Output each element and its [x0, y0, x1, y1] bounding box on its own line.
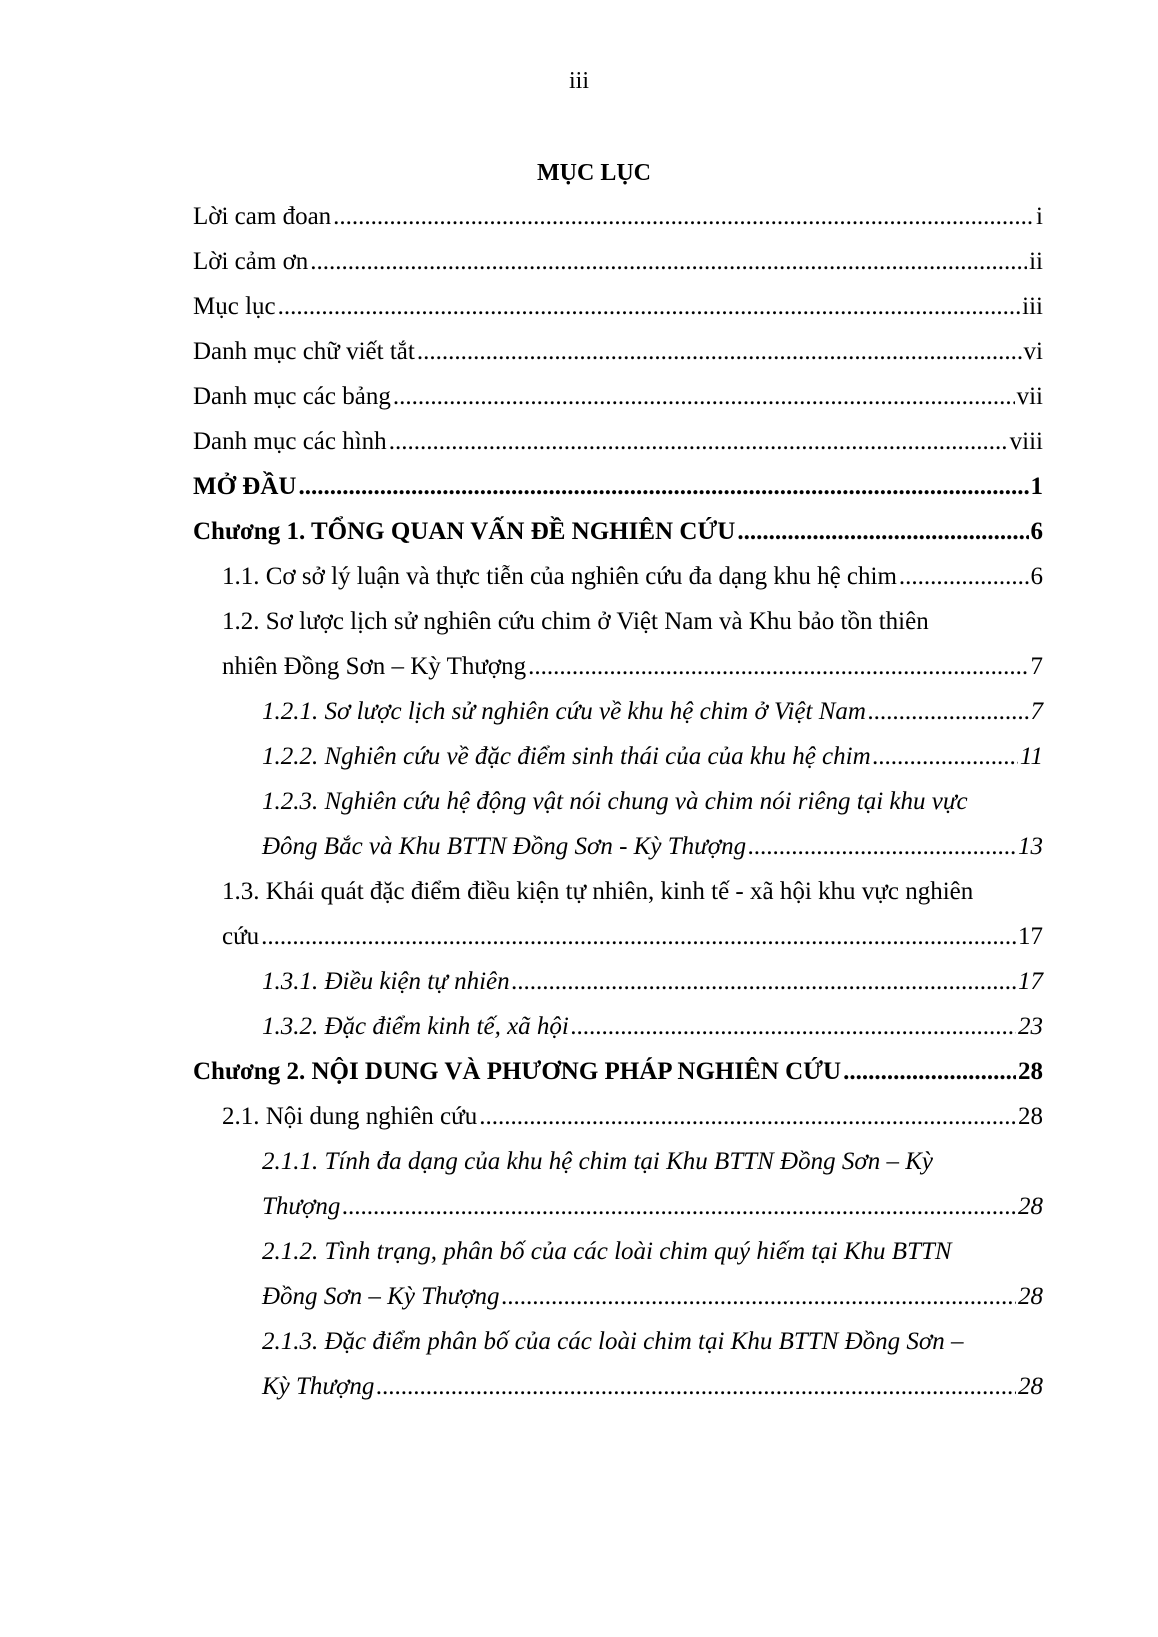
dot-leader	[393, 382, 1015, 412]
toc-entry-page: 17	[1018, 968, 1043, 995]
toc-entry-label: Mục lục	[193, 293, 276, 320]
toc-entry-label: Danh mục các bảng	[193, 383, 391, 410]
dot-leader	[748, 832, 1016, 862]
toc-entry-page: 11	[1019, 743, 1043, 770]
dot-leader	[298, 472, 1028, 502]
dot-leader	[333, 202, 1034, 232]
toc-entry-label: 2.1.1. Tính đa dạng của khu hệ chim tại Khu BTTN Đồng Sơn – Kỳ	[262, 1148, 933, 1175]
toc-entry-page: viii	[1009, 428, 1043, 455]
dot-leader	[389, 427, 1008, 457]
toc-entry-label: Danh mục chữ viết tắt	[193, 338, 415, 365]
toc-entry-label: 1.1. Cơ sở lý luận và thực tiễn của nghiên cứu đa dạng khu hệ chim	[222, 563, 897, 590]
toc-entry-label: nhiên Đồng Sơn – Kỳ Thượng	[222, 653, 527, 680]
toc-entry-danh-muc-chu-viet-tat[interactable]	[193, 337, 1043, 367]
toc-entry-2-1-2-line2[interactable]	[262, 1282, 1043, 1312]
toc-entry-1-2-1[interactable]	[262, 697, 1043, 727]
toc-entry-2-1[interactable]	[222, 1102, 1043, 1132]
toc-entry-label: Lời cam đoan	[193, 203, 332, 230]
toc-entry-page: 6	[1030, 518, 1043, 545]
toc-entry-page: vii	[1016, 383, 1043, 410]
toc-entry-muc-luc[interactable]	[193, 292, 1043, 322]
toc-entry-1-3-1[interactable]	[262, 967, 1043, 997]
toc-entry-loi-cam-on[interactable]	[193, 247, 1043, 277]
toc-entry-label: Danh mục các hình	[193, 428, 387, 455]
toc-entry-label: 1.2.1. Sơ lược lịch sử nghiên cứu về khu hệ chim ở Việt Nam	[262, 698, 866, 725]
toc-entry-label: Đồng Sơn – Kỳ Thượng	[262, 1283, 500, 1310]
toc-entry-page: 7	[1030, 653, 1043, 680]
toc-entry-1-2-line1[interactable]	[222, 607, 1043, 637]
dot-leader	[479, 1102, 1016, 1132]
toc-entry-danh-muc-cac-hinh[interactable]	[193, 427, 1043, 457]
toc-entry-page: 28	[1018, 1058, 1043, 1085]
toc-entry-page: 7	[1030, 698, 1043, 725]
toc-entry-1-1[interactable]	[222, 562, 1043, 592]
dot-leader	[899, 562, 1029, 592]
dot-leader	[261, 922, 1016, 952]
toc-entry-label: 1.2.3. Nghiên cứu hệ động vật nói chung và chim nói riêng tại khu vực	[262, 788, 968, 815]
toc-entry-label: Đông Bắc và Khu BTTN Đồng Sơn - Kỳ Thượng	[262, 833, 747, 860]
dot-leader	[528, 652, 1028, 682]
toc-entry-2-1-3-line1[interactable]	[262, 1327, 1043, 1357]
toc-entry-label: Chương 2. NỘI DUNG VÀ PHƯƠNG PHÁP NGHIÊN CỨU	[193, 1058, 842, 1085]
dot-leader	[502, 1282, 1016, 1312]
toc-entry-label: 1.2.2. Nghiên cứu về đặc điểm sinh thái của của khu hệ chim	[262, 743, 871, 770]
toc-entry-page: 17	[1018, 923, 1043, 950]
toc-entry-page: ii	[1029, 248, 1043, 275]
toc-entry-page: 13	[1018, 833, 1043, 860]
dot-leader	[278, 292, 1021, 322]
dot-leader	[342, 1192, 1016, 1222]
toc-entry-page: 23	[1018, 1013, 1043, 1040]
toc-entry-1-2-2[interactable]	[262, 742, 1043, 772]
toc-entry-1-3-line2[interactable]	[222, 922, 1043, 952]
page-title: MỤC LỤC	[537, 160, 651, 186]
toc-entry-1-2-3-line2[interactable]	[262, 832, 1043, 862]
toc-entry-label: MỞ ĐẦU	[193, 473, 297, 500]
toc-entry-1-3-line1[interactable]	[222, 877, 1043, 907]
dot-leader	[417, 337, 1022, 367]
toc-entry-label: Thượng	[262, 1193, 341, 1220]
toc-entry-page: iii	[1022, 293, 1043, 320]
toc-entry-mo-dau[interactable]	[193, 472, 1043, 502]
toc-entry-label: 2.1. Nội dung nghiên cứu	[222, 1103, 478, 1130]
toc-entry-label: Chương 1. TỔNG QUAN VẤN ĐỀ NGHIÊN CỨU	[193, 518, 736, 545]
toc-entry-page: 6	[1030, 563, 1043, 590]
page-number: iii	[568, 68, 589, 94]
toc-entry-2-1-1-line2[interactable]	[262, 1192, 1043, 1222]
toc-entry-label: cứu	[222, 923, 260, 950]
toc-entry-page: 28	[1018, 1373, 1043, 1400]
dot-leader	[737, 517, 1028, 547]
toc-entry-chuong-2[interactable]	[193, 1057, 1043, 1087]
toc-entry-2-1-2-line1[interactable]	[262, 1237, 1043, 1267]
toc-entry-page: 28	[1018, 1103, 1043, 1130]
dot-leader	[868, 697, 1029, 727]
toc-entry-page: vi	[1023, 338, 1043, 365]
toc-entry-label: 1.3. Khái quát đặc điểm điều kiện tự nhiên, kinh tế - xã hội khu vực nghiên	[222, 878, 974, 905]
dot-leader	[512, 967, 1016, 997]
toc-entry-page: 28	[1018, 1283, 1043, 1310]
dot-leader	[843, 1057, 1016, 1087]
toc-entry-label: 1.2. Sơ lược lịch sử nghiên cứu chim ở Việt Nam và Khu bảo tồn thiên	[222, 608, 929, 635]
toc-entry-1-3-2[interactable]	[262, 1012, 1043, 1042]
dot-leader	[873, 742, 1018, 772]
toc-entry-danh-muc-cac-bang[interactable]	[193, 382, 1043, 412]
toc-entry-page: 28	[1018, 1193, 1043, 1220]
dot-leader	[310, 247, 1027, 277]
toc-entry-chuong-1[interactable]	[193, 517, 1043, 547]
dot-leader	[376, 1372, 1016, 1402]
toc-entry-label: Kỳ Thượng	[262, 1373, 375, 1400]
toc-entry-label: 2.1.2. Tình trạng, phân bố của các loài chim quý hiếm tại Khu BTTN	[262, 1238, 952, 1265]
toc-entry-1-2-3-line1[interactable]	[262, 787, 1043, 817]
toc-entry-label: 1.3.2. Đặc điểm kinh tế, xã hội	[262, 1013, 569, 1040]
toc-entry-label: 1.3.1. Điều kiện tự nhiên	[262, 968, 510, 995]
toc-entry-page: 1	[1030, 473, 1043, 500]
toc-entry-label: Lời cảm ơn	[193, 248, 309, 275]
dot-leader	[571, 1012, 1016, 1042]
toc-entry-2-1-3-line2[interactable]	[262, 1372, 1043, 1402]
toc-entry-2-1-1-line1[interactable]	[262, 1147, 1043, 1177]
toc-entry-1-2-line2[interactable]	[222, 652, 1043, 682]
toc-entry-loi-cam-doan[interactable]	[193, 202, 1043, 232]
toc-entry-page: i	[1036, 203, 1043, 230]
toc-entry-label: 2.1.3. Đặc điểm phân bố của các loài chim tại Khu BTTN Đồng Sơn –	[262, 1328, 964, 1355]
